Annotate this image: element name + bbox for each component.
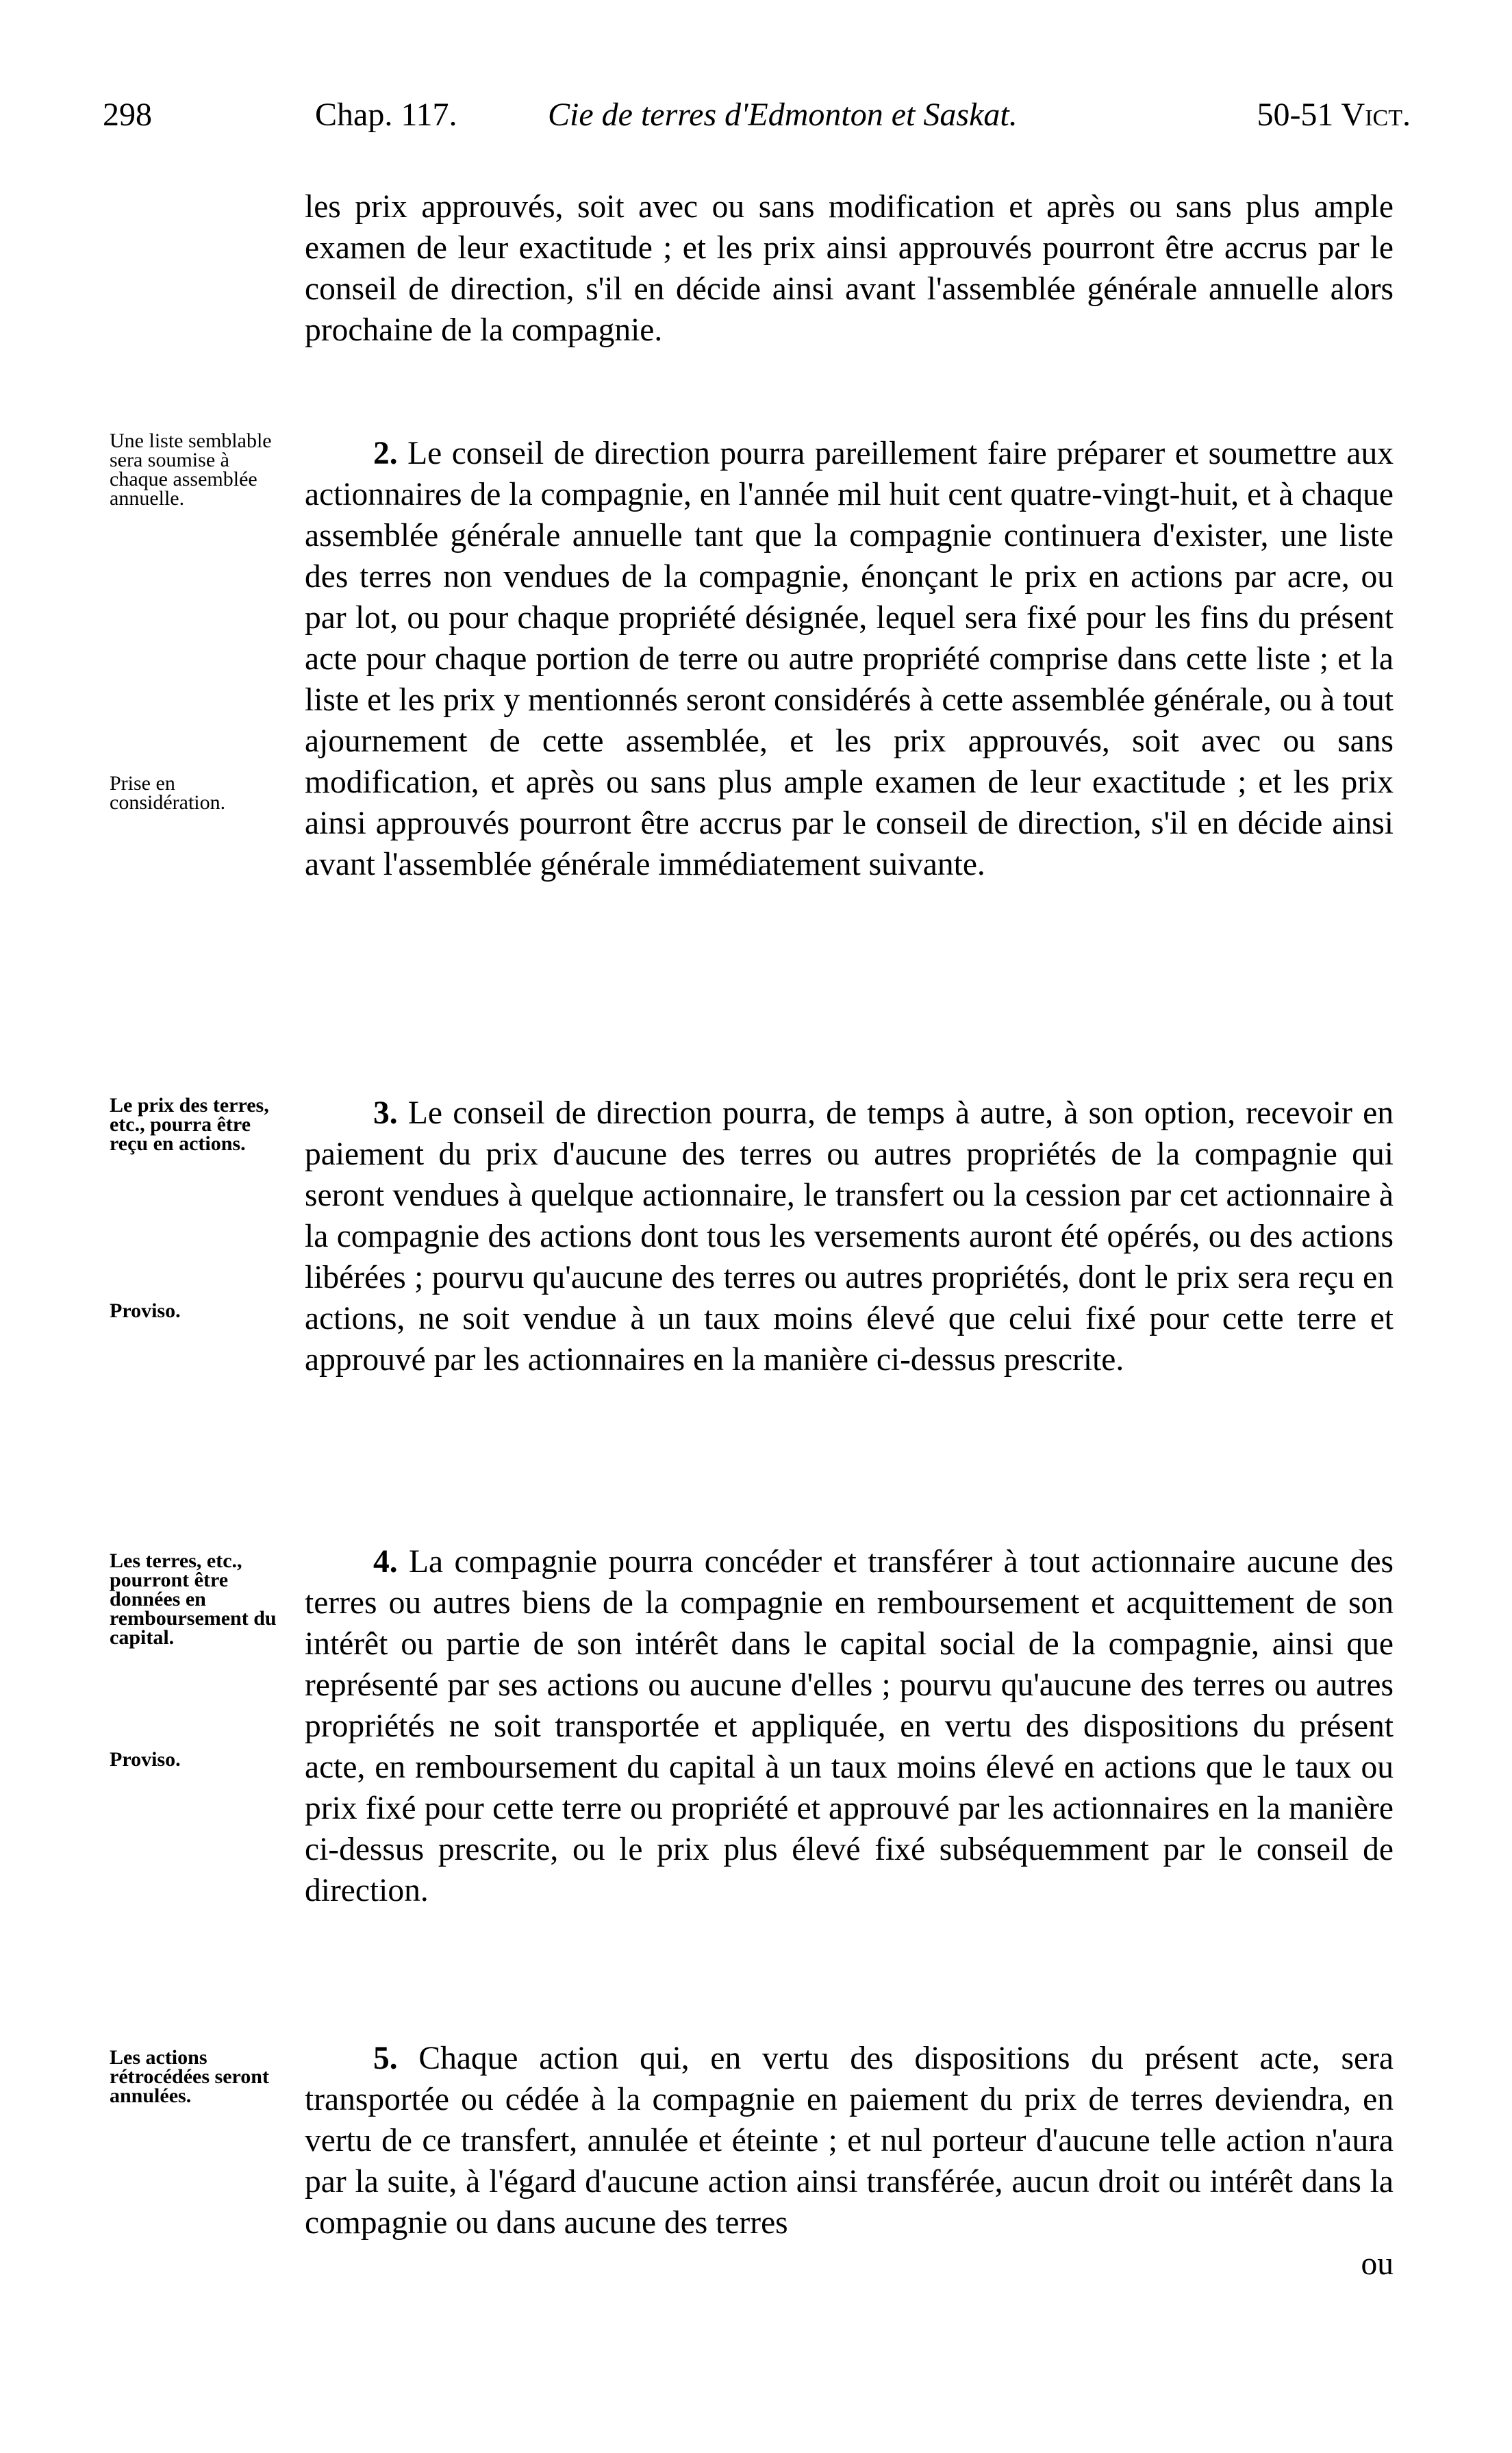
page-number: 298 — [103, 97, 152, 133]
section-2 — [305, 433, 1394, 885]
paragraph-text: les prix approuvés, soit avec ou sans modification et après ou sans plus ample examen de leur exactitude ; et les prix ainsi approuvés pourront être accrus par le conseil de direction, s'il en décide ainsi avant l'assemblée générale annuelle alors prochaine de la compagnie. — [305, 189, 1394, 348]
section-number: 5. — [373, 2041, 398, 2076]
act-title: Cie de terres d'Edmonton et Saskat. — [548, 97, 1018, 133]
running-header — [103, 96, 1411, 144]
catchword: ou — [1361, 2246, 1394, 2282]
section-text: Le conseil de direction pourra, de temps à autre, à son option, recevoir en paiement du prix d'aucune des terres ou autres propriétés de la compagnie qui seront vendues à quelque actionnaire, le transfert ou la cession par cet actionnaire à la compagnie des actions dont tous les versements auront été opérés, ou des actions libérées ; pourvu qu'aucune des terres ou autres propriétés, dont le prix sera reçu en actions, ne soit vendue à un taux moins élevé que celui fixé pour cette terre et approuvé par les actionnaires en la manière ci-dessus prescrite. — [305, 1095, 1394, 1378]
section-number: 3. — [373, 1095, 398, 1131]
chapter-label: Chap. 117. — [315, 97, 457, 133]
margin-note-land-repayment: Les terres, etc., pourront être données en remboursement du capital. — [110, 1549, 277, 1649]
section-number: 4. — [373, 1544, 398, 1580]
section-number: 2. — [373, 436, 398, 471]
section-text: Chaque action qui, en vertu des dispositions du présent acte, sera transportée ou cédée à la compagnie en paiement du prix de terres deviendra, en vertu de ce transfert, annulée et éteinte ; et nul porteur d'aucune telle action n'aura par la suite, à l'égard d'aucune action ainsi transférée, aucun droit ou intérêt dans la compagnie ou dans aucune des terres — [305, 2041, 1394, 2241]
margin-note-shares-cancelled: Les actions rétrocédées seront annulées. — [110, 2046, 269, 2107]
section-3 — [305, 1093, 1394, 1380]
section-4 — [305, 1541, 1394, 1911]
section-5 — [305, 2038, 1394, 2284]
margin-note-price-in-shares: Le prix des terres, etc., pourra être reçu en actions. — [110, 1094, 269, 1155]
regnal-year: 50-51 Vict. — [1257, 97, 1411, 133]
margin-note-proviso-1: Proviso. — [110, 1299, 181, 1322]
section-text: Le conseil de direction pourra pareillement faire préparer et soumettre aux actionnaires de la compagnie, en l'année mil huit cent quatre-vingt-huit, et à chaque assemblée générale annuelle tant que la compagnie continuera d'exister, une liste des terres non vendues de la compagnie, énonçant le prix en actions par acre, ou par lot, ou pour chaque propriété désignée, lequel sera fixé pour les fins du présent acte pour chaque portion de terre ou autre propriété comprise dans cette liste ; et la liste et les prix y mentionnés seront considérés à cette assemblée générale, ou à tout ajournement de cette assemblée, et les prix approuvés, soit avec ou sans modification, et après ou sans plus ample examen de leur exactitude ; et les prix ainsi approuvés pourront être accrus par le conseil de direction, s'il en décide ainsi avant l'assemblée générale immédiatement suivante. — [305, 436, 1394, 882]
margin-note-proviso-2: Proviso. — [110, 1748, 181, 1771]
paragraph-continuation — [305, 186, 1394, 351]
section-text: La compagnie pourra concéder et transférer à tout actionnaire aucune des terres ou autres biens de la compagnie en remboursement et acquittement de son intérêt ou partie de son intérêt dans le capital social de la compagnie, ainsi que représenté par ses actions ou aucune d'elles ; pourvu qu'aucune des terres ou autres propriétés ne soit transportée et appliquée, en vertu des dispositions du présent acte, en remboursement du capital à un taux moins élevé en actions que le taux ou prix fixé pour cette terre ou propriété et approuvé par les actionnaires en la manière ci-dessus prescrite, ou le prix plus élevé fixé subséquemment par le conseil de direction. — [305, 1544, 1394, 1908]
margin-note-consideration: Prise en considération. — [110, 772, 226, 814]
margin-note-list: Une liste semblable sera soumise à chaque assemblée annuelle. — [110, 429, 272, 510]
